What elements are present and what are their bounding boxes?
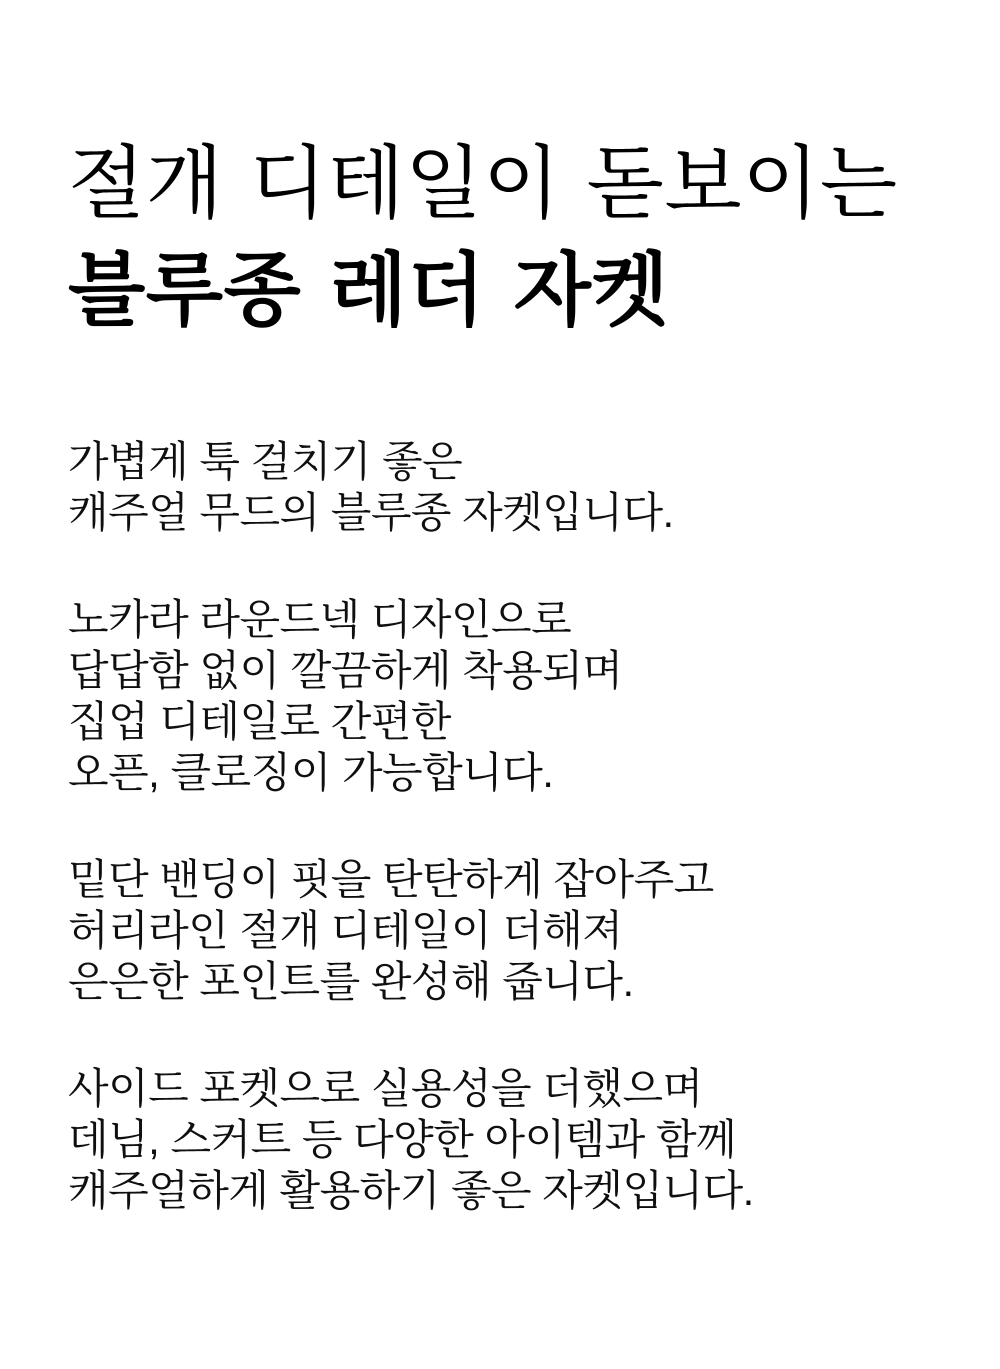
description-line: 캐주얼 무드의 블루종 자켓입니다. <box>68 489 674 536</box>
description-line: 집업 디테일로 간편한 <box>68 698 451 745</box>
description-line: 노카라 라운드넥 디자인으로 <box>68 596 572 643</box>
product-title <box>68 130 960 344</box>
description-line: 캐주얼하게 활용하기 좋은 자켓입니다. <box>68 1167 754 1214</box>
description-line: 오픈, 클로징이 가능합니다. <box>68 749 554 796</box>
description-line: 데님, 스커트 등 다양한 아이템과 함께 <box>68 1116 737 1163</box>
description-line: 사이드 포켓으로 실용성을 더했으며 <box>68 1065 703 1112</box>
description-paragraph-3 <box>68 854 960 1007</box>
product-description <box>68 436 960 1216</box>
description-line: 가볍게 툭 걸치기 좋은 <box>68 438 463 485</box>
description-paragraph-4 <box>68 1063 960 1216</box>
description-line: 허리라인 절개 디테일이 더해져 <box>68 907 623 954</box>
description-line: 밑단 밴딩이 핏을 탄탄하게 잡아주고 <box>68 856 714 903</box>
description-line: 은은한 포인트를 완성해 줍니다. <box>68 958 634 1005</box>
description-paragraph-2 <box>68 594 960 798</box>
description-line: 답답함 없이 깔끔하게 착용되며 <box>68 647 623 694</box>
product-title-line1: 절개 디테일이 돋보이는 <box>68 137 898 230</box>
description-paragraph-1 <box>68 436 960 538</box>
product-title-line2: 블루종 레더 자켓 <box>68 243 670 337</box>
